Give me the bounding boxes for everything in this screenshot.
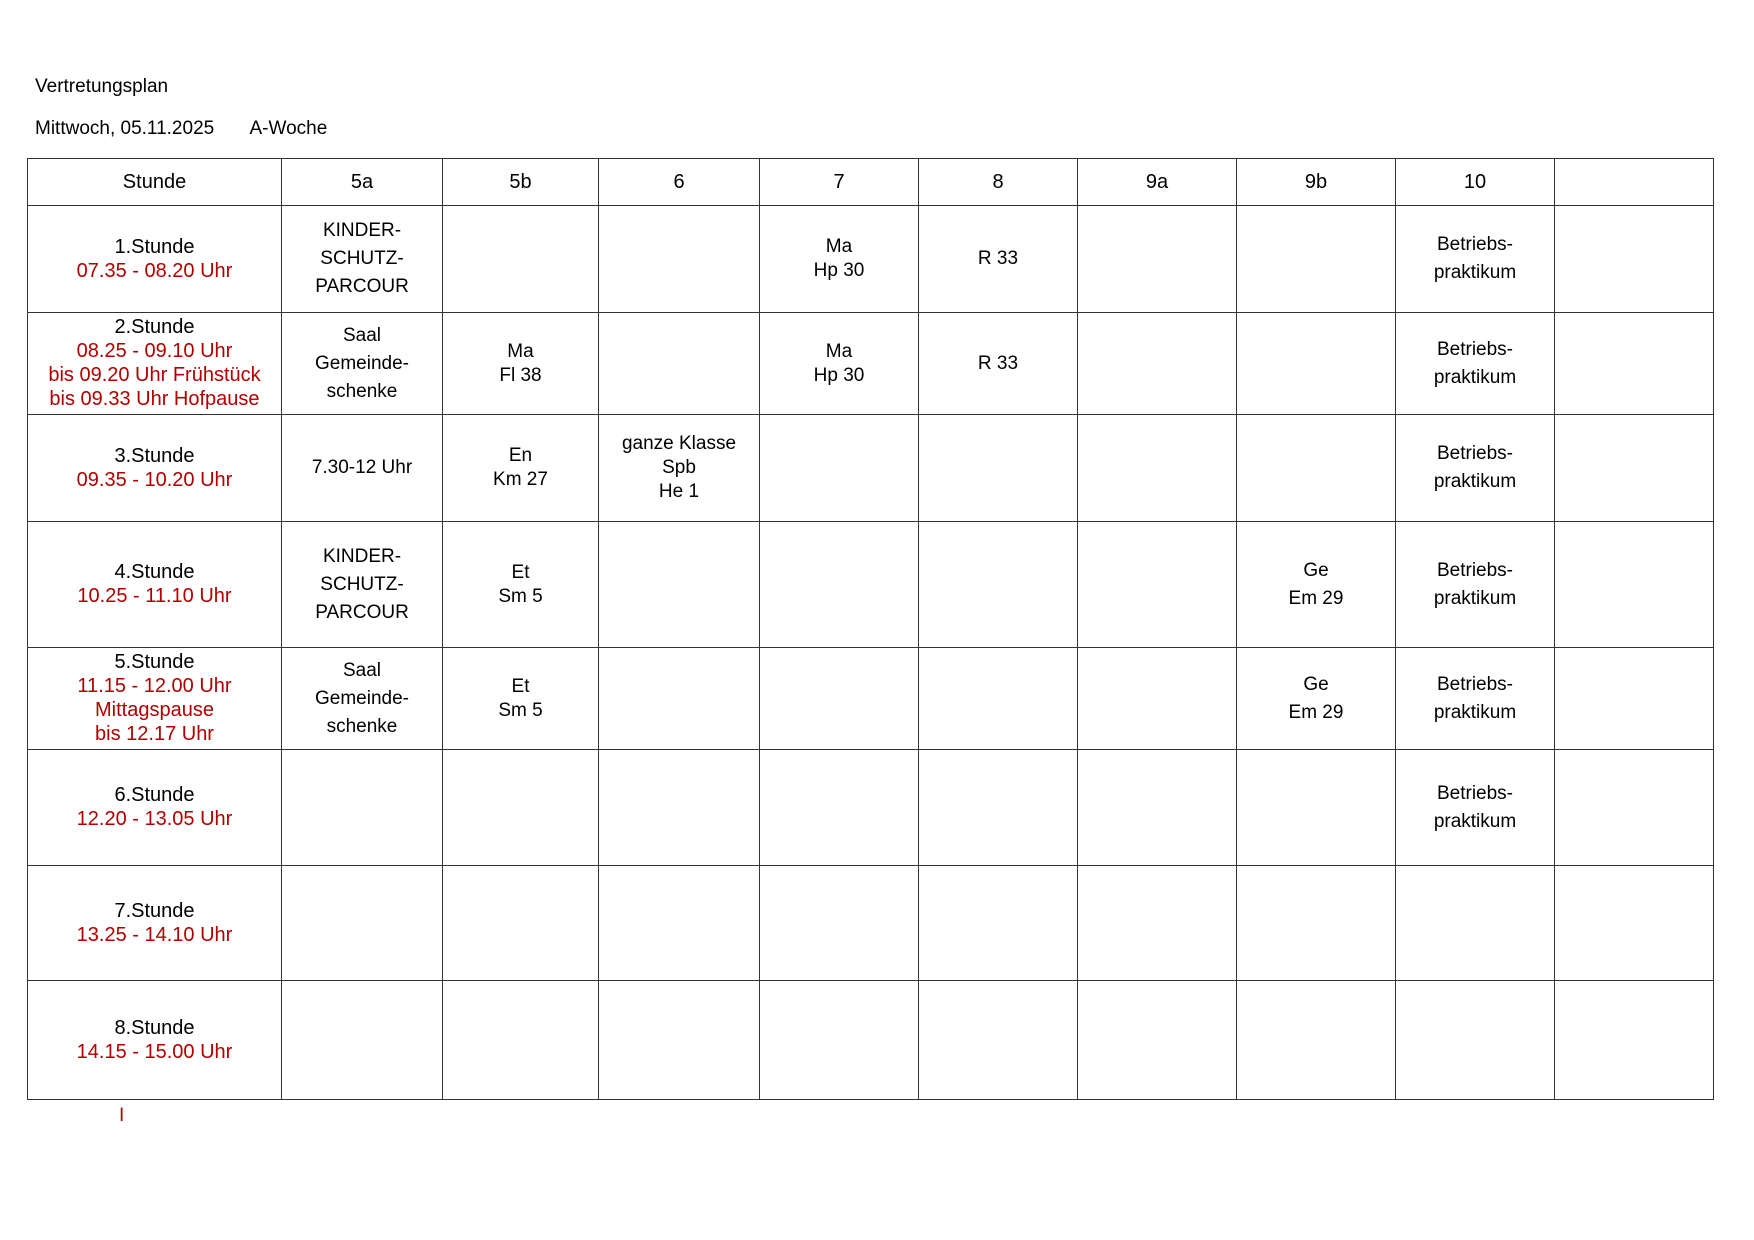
cell-text: Et bbox=[511, 675, 530, 697]
plan-cell bbox=[1237, 981, 1396, 1100]
cell-text: Spb bbox=[662, 457, 696, 478]
plan-cell bbox=[1078, 206, 1237, 313]
plan-cell bbox=[1555, 648, 1714, 750]
plan-cell bbox=[282, 206, 443, 313]
plan-cell bbox=[282, 415, 443, 522]
table-row bbox=[28, 981, 1714, 1100]
plan-cell bbox=[919, 981, 1078, 1100]
break-note: bis 09.33 Uhr Hofpause bbox=[49, 388, 260, 410]
plan-cell bbox=[599, 648, 760, 750]
plan-cell bbox=[1237, 750, 1396, 866]
cell-text: Ma bbox=[825, 340, 853, 362]
plan-cell bbox=[1555, 866, 1714, 981]
table-row bbox=[28, 750, 1714, 866]
col-header-9b: 9b bbox=[1237, 159, 1396, 206]
lesson-slot bbox=[28, 866, 282, 981]
break-note: Mittagspause bbox=[95, 699, 214, 721]
plan-cell bbox=[282, 981, 443, 1100]
plan-cell bbox=[1555, 313, 1714, 415]
plan-cell bbox=[760, 522, 919, 648]
plan-cell bbox=[1555, 206, 1714, 313]
cell-text: R 33 bbox=[977, 248, 1019, 269]
lesson-slot bbox=[28, 522, 282, 648]
page-title: Vertretungsplan bbox=[35, 76, 169, 97]
plan-cell bbox=[760, 313, 919, 415]
plan-cell bbox=[1396, 648, 1555, 750]
cell-text: SCHUTZ- bbox=[320, 573, 404, 595]
plan-cell bbox=[919, 522, 1078, 648]
cell-text: Ma bbox=[825, 236, 853, 257]
plan-cell bbox=[282, 866, 443, 981]
footer-marker: I bbox=[119, 1105, 125, 1126]
lesson-time: 12.20 - 13.05 Uhr bbox=[76, 808, 233, 830]
cell-text: KINDER- bbox=[322, 545, 402, 567]
plan-cell bbox=[760, 648, 919, 750]
plan-cell bbox=[1396, 415, 1555, 522]
plan-cell bbox=[760, 866, 919, 981]
plan-cell bbox=[919, 866, 1078, 981]
cell-text: Km 27 bbox=[493, 469, 548, 490]
plan-cell bbox=[1078, 313, 1237, 415]
plan-cell bbox=[1396, 522, 1555, 648]
lesson-number: 2.Stunde bbox=[114, 316, 195, 338]
cell-text: Em 29 bbox=[1288, 587, 1344, 609]
plan-cell bbox=[1555, 981, 1714, 1100]
date: Mittwoch, 05.11.2025 bbox=[35, 118, 215, 139]
cell-text: Betriebs- bbox=[1436, 782, 1514, 804]
table-row bbox=[28, 648, 1714, 750]
plan-cell bbox=[599, 206, 760, 313]
col-header-empty bbox=[1555, 159, 1714, 206]
table-row bbox=[28, 206, 1714, 313]
plan-cell bbox=[443, 522, 599, 648]
plan-cell bbox=[282, 522, 443, 648]
lesson-slot bbox=[28, 415, 282, 522]
cell-text: Ge bbox=[1303, 559, 1329, 581]
cell-text: praktikum bbox=[1433, 810, 1517, 832]
plan-cell bbox=[1237, 648, 1396, 750]
cell-text: Saal bbox=[342, 659, 382, 681]
plan-cell bbox=[599, 866, 760, 981]
cell-text: Gemeinde- bbox=[315, 352, 409, 374]
plan-cell bbox=[760, 750, 919, 866]
lesson-time: 11.15 - 12.00 Uhr bbox=[77, 675, 232, 697]
plan-cell bbox=[599, 522, 760, 648]
substitution-table bbox=[27, 158, 1714, 1100]
plan-cell bbox=[443, 648, 599, 750]
plan-cell bbox=[919, 648, 1078, 750]
plan-cell bbox=[760, 206, 919, 313]
col-header-5a: 5a bbox=[282, 159, 443, 206]
lesson-time: 14.15 - 15.00 Uhr bbox=[76, 1040, 233, 1063]
plan-cell bbox=[282, 648, 443, 750]
cell-text: Betriebs- bbox=[1436, 338, 1514, 360]
plan-cell bbox=[443, 206, 599, 313]
plan-cell bbox=[919, 206, 1078, 313]
lesson-slot bbox=[28, 981, 282, 1100]
plan-cell bbox=[919, 313, 1078, 415]
cell-text: KINDER- bbox=[322, 220, 402, 241]
table-row bbox=[28, 313, 1714, 415]
plan-cell bbox=[1078, 648, 1237, 750]
plan-cell bbox=[1237, 522, 1396, 648]
break-note: bis 09.20 Uhr Frühstück bbox=[48, 364, 261, 386]
plan-cell bbox=[1237, 866, 1396, 981]
cell-text: schenke bbox=[326, 380, 398, 402]
table-row bbox=[28, 866, 1714, 981]
cell-text: praktikum bbox=[1433, 587, 1517, 609]
cell-text: praktikum bbox=[1433, 262, 1517, 283]
lesson-slot bbox=[28, 313, 282, 415]
table-row bbox=[28, 522, 1714, 648]
cell-text: Betriebs- bbox=[1436, 443, 1514, 464]
lesson-number: 7.Stunde bbox=[114, 899, 195, 922]
plan-cell bbox=[1078, 866, 1237, 981]
cell-text: R 33 bbox=[977, 352, 1019, 374]
cell-text: Gemeinde- bbox=[315, 687, 409, 709]
plan-cell bbox=[1555, 415, 1714, 522]
cell-text: praktikum bbox=[1433, 701, 1517, 723]
plan-cell bbox=[1396, 866, 1555, 981]
plan-cell bbox=[1396, 206, 1555, 313]
cell-text: PARCOUR bbox=[315, 601, 409, 623]
plan-cell bbox=[282, 750, 443, 866]
col-header-8: 8 bbox=[919, 159, 1078, 206]
plan-cell bbox=[1078, 415, 1237, 522]
plan-cell bbox=[1396, 750, 1555, 866]
table-row bbox=[28, 415, 1714, 522]
plan-cell bbox=[599, 750, 760, 866]
col-header-9a: 9a bbox=[1078, 159, 1237, 206]
plan-cell bbox=[760, 981, 919, 1100]
col-header-6: 6 bbox=[599, 159, 760, 206]
plan-cell bbox=[919, 415, 1078, 522]
cell-text: Sm 5 bbox=[498, 585, 543, 607]
plan-cell bbox=[1237, 415, 1396, 522]
cell-text: En bbox=[508, 445, 533, 466]
cell-text: Hp 30 bbox=[813, 364, 865, 386]
lesson-time: 13.25 - 14.10 Uhr bbox=[76, 923, 233, 946]
plan-cell bbox=[443, 981, 599, 1100]
cell-text: Betriebs- bbox=[1436, 673, 1514, 695]
lesson-slot bbox=[28, 206, 282, 313]
plan-cell bbox=[599, 313, 760, 415]
cell-text: praktikum bbox=[1433, 366, 1517, 388]
lesson-time: 07.35 - 08.20 Uhr bbox=[76, 259, 233, 282]
plan-cell bbox=[919, 750, 1078, 866]
plan-cell bbox=[599, 415, 760, 522]
plan-cell bbox=[1237, 206, 1396, 313]
cell-text: praktikum bbox=[1433, 471, 1517, 492]
plan-cell bbox=[443, 313, 599, 415]
cell-text: ganze Klasse bbox=[621, 433, 737, 454]
lesson-time: 09.35 - 10.20 Uhr bbox=[76, 468, 233, 491]
cell-text: Ge bbox=[1303, 673, 1329, 695]
week-label: A-Woche bbox=[249, 118, 328, 139]
lesson-number: 8.Stunde bbox=[114, 1016, 195, 1039]
cell-text: schenke bbox=[326, 715, 398, 737]
lesson-number: 4.Stunde bbox=[114, 561, 195, 583]
col-header-10: 10 bbox=[1396, 159, 1555, 206]
plan-cell bbox=[1555, 750, 1714, 866]
cell-text: PARCOUR bbox=[315, 276, 409, 297]
lesson-slot bbox=[28, 750, 282, 866]
cell-text: Betriebs- bbox=[1436, 234, 1514, 255]
cell-text: Ma bbox=[507, 340, 534, 362]
plan-cell bbox=[282, 313, 443, 415]
plan-cell bbox=[1396, 981, 1555, 1100]
cell-text: He 1 bbox=[658, 481, 700, 502]
cell-text: Et bbox=[511, 561, 530, 583]
lesson-number: 6.Stunde bbox=[114, 784, 195, 806]
lesson-slot bbox=[28, 648, 282, 750]
lesson-number: 3.Stunde bbox=[114, 444, 195, 467]
lesson-time: 10.25 - 11.10 Uhr bbox=[77, 585, 232, 607]
cell-text: Betriebs- bbox=[1436, 559, 1514, 581]
col-header-5b: 5b bbox=[443, 159, 599, 206]
cell-text: 7.30-12 Uhr bbox=[311, 457, 413, 478]
cell-text: Fl 38 bbox=[499, 364, 542, 386]
cell-text: Em 29 bbox=[1288, 701, 1344, 723]
plan-cell bbox=[1078, 750, 1237, 866]
cell-text: SCHUTZ- bbox=[320, 248, 404, 269]
plan-cell bbox=[443, 750, 599, 866]
cell-text: Saal bbox=[342, 324, 382, 346]
plan-cell bbox=[1078, 981, 1237, 1100]
lesson-time: 08.25 - 09.10 Uhr bbox=[76, 340, 233, 362]
plan-cell bbox=[443, 415, 599, 522]
break-note: bis 12.17 Uhr bbox=[95, 723, 214, 745]
lesson-number: 5.Stunde bbox=[114, 651, 195, 673]
cell-text: Sm 5 bbox=[498, 699, 543, 721]
plan-cell bbox=[760, 415, 919, 522]
plan-cell bbox=[1078, 522, 1237, 648]
date-line bbox=[35, 118, 327, 140]
plan-cell bbox=[599, 981, 760, 1100]
plan-cell bbox=[443, 866, 599, 981]
header-row bbox=[28, 159, 1714, 206]
col-header-stunde: Stunde bbox=[28, 159, 282, 206]
lesson-number: 1.Stunde bbox=[114, 235, 195, 258]
plan-cell bbox=[1237, 313, 1396, 415]
plan-cell bbox=[1396, 313, 1555, 415]
plan-cell bbox=[1555, 522, 1714, 648]
col-header-7: 7 bbox=[760, 159, 919, 206]
cell-text: Hp 30 bbox=[813, 260, 865, 281]
